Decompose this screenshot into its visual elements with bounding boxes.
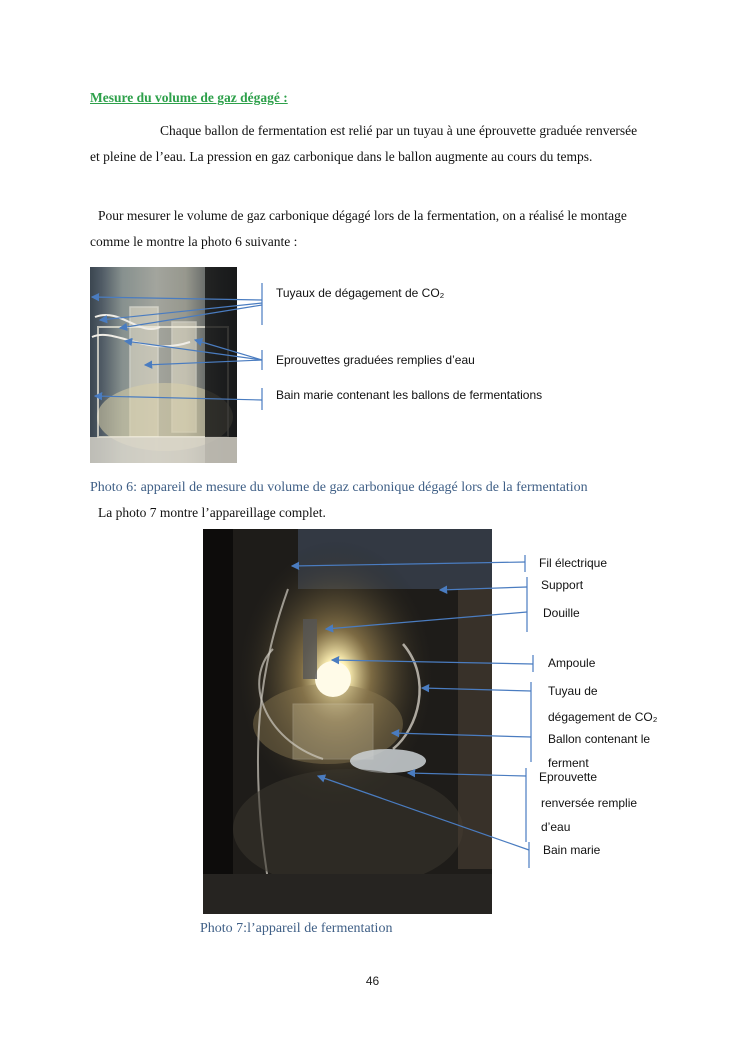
label-support: Support <box>541 578 584 592</box>
page-number: 46 <box>365 974 380 988</box>
label-bain-marie-ballons: Bain marie contenant les ballons de fermentations <box>276 388 543 402</box>
label-eprouvette-line3: d’eau <box>541 820 571 834</box>
label-ballon-line1: Ballon contenant le <box>548 732 651 746</box>
photo-7-intro: La photo 7 montre l’appareillage complet. <box>98 505 326 520</box>
label-douille: Douille <box>543 606 580 620</box>
label-eprouvette-line1: Eprouvette <box>539 770 598 784</box>
photo-7-image <box>203 529 492 914</box>
photo-6-image <box>90 267 237 463</box>
label-eprouvette-line2: renversée remplie <box>541 796 638 810</box>
paragraph-2: Pour mesurer le volume de gaz carbonique dégagé lors de la fermentation, on a réalisé le montage comme le montre la photo 6 suivante : <box>90 208 627 249</box>
label-tuyau-line1: Tuyau de <box>548 684 598 698</box>
photo-7-caption: Photo 7:l’appareil de fermentation <box>200 921 393 936</box>
label-fil-electrique: Fil électrique <box>539 556 608 570</box>
label-eprouvettes-graduees: Eprouvettes graduées remplies d’eau <box>276 353 475 367</box>
label-tuyaux-degagement: Tuyaux de dégagement de CO₂ <box>276 286 445 300</box>
label-tuyau-line2: dégagement de CO₂ <box>548 710 658 724</box>
label-ballon-line2: ferment <box>548 756 589 770</box>
photo-6-caption: Photo 6: appareil de mesure du volume de gaz carbonique dégagé lors de la fermentation <box>90 480 588 495</box>
paragraph-1: Chaque ballon de fermentation est relié par un tuyau à une éprouvette graduée renversée et pleine de l’eau. La pression en gaz carbonique dans le ballon augmente au cours du temps. <box>90 123 638 164</box>
section-heading: Mesure du volume de gaz dégagé : <box>90 90 288 105</box>
label-bain-marie: Bain marie <box>543 843 601 857</box>
label-ampoule: Ampoule <box>548 656 596 670</box>
